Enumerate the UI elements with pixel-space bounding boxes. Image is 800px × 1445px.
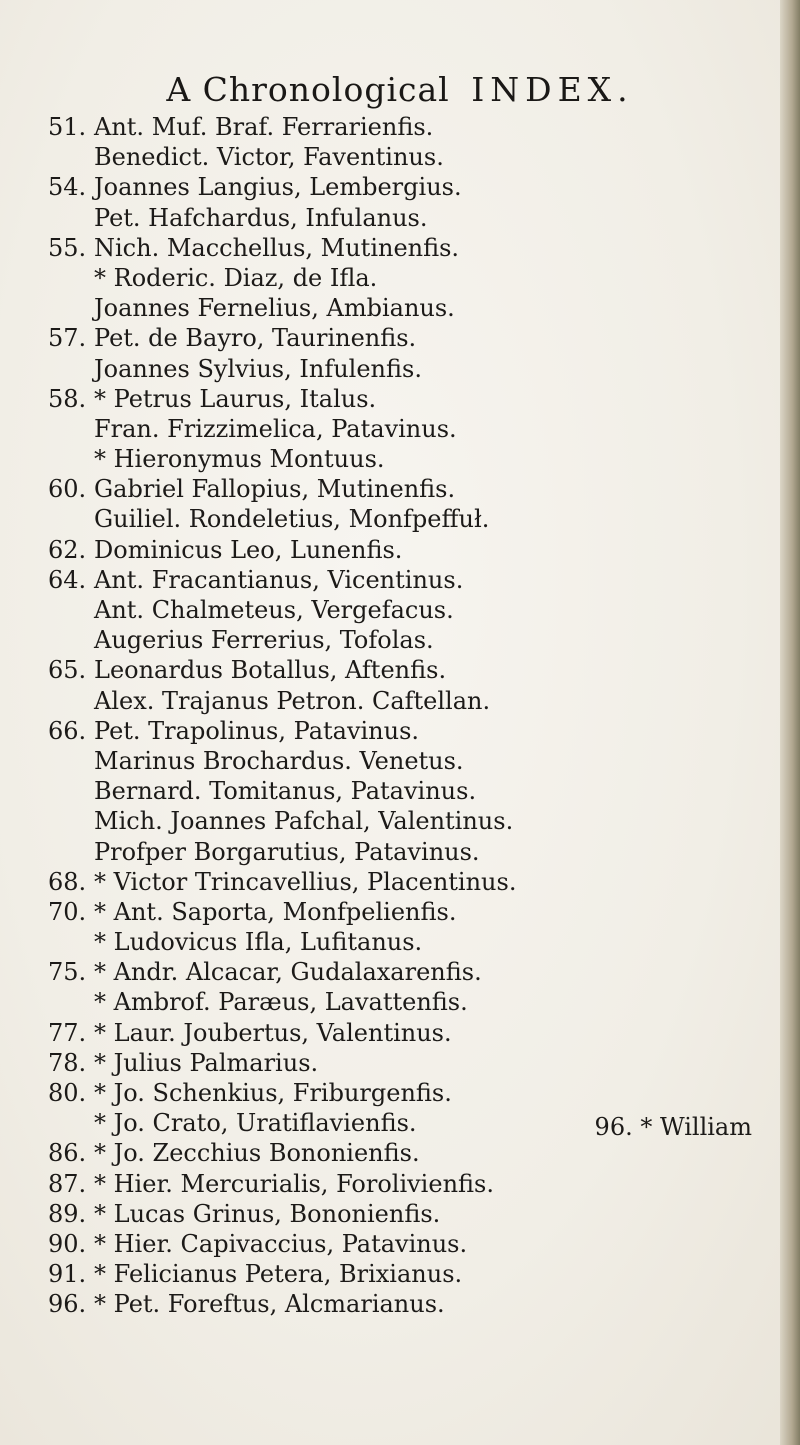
entry-year-number: 70. <box>48 897 87 926</box>
entry-name-text: Alex. Trajanus Petron. Caftellan. <box>94 686 491 715</box>
entry-name-text: * Andr. Alcacar, Gudalaxarenfis. <box>94 958 482 987</box>
entry-year-number: 54. <box>48 173 87 202</box>
index-entry <box>48 716 748 746</box>
index-entry <box>48 897 748 927</box>
entry-year-number: 62. <box>48 535 87 564</box>
entry-name-text: Pet. Hafchardus, Infulanus. <box>94 203 428 232</box>
entry-name-text: Joannes Sylvius, Infulenfis. <box>94 354 422 383</box>
entry-name-text: * Lucas Grinus, Bononienfis. <box>94 1199 441 1228</box>
index-entry <box>48 837 748 867</box>
index-entry <box>48 504 748 534</box>
index-entry <box>48 263 748 293</box>
index-entry <box>48 957 748 987</box>
entry-name-text: Gabriel Fallopius, Mutinenfis. <box>94 475 456 504</box>
entry-year-number: 89. <box>48 1199 87 1228</box>
entry-year-number: 57. <box>48 324 87 353</box>
entry-year-number: 64. <box>48 565 87 594</box>
running-head-left: A Chronological <box>166 70 450 109</box>
entry-name-text: * Pet. Foreftus, Alcmarianus. <box>94 1290 445 1319</box>
index-entry <box>48 686 748 716</box>
running-head <box>0 70 800 109</box>
page-edge-shadow <box>780 0 800 1445</box>
entry-year-number: 87. <box>48 1169 87 1198</box>
index-entry <box>48 746 748 776</box>
index-entry <box>48 323 748 353</box>
index-entry <box>48 142 748 172</box>
entry-year-number: 66. <box>48 716 87 745</box>
entry-name-text: * Petrus Laurus, Italus. <box>94 384 377 413</box>
entry-name-text: * Jo. Crato, Uratiflavienfis. <box>94 1109 417 1138</box>
entry-name-text: * Hieronymus Montuus. <box>94 445 385 474</box>
entry-name-text: Benedict. Victor, Faventinus. <box>94 143 444 172</box>
entry-year-number: 77. <box>48 1018 87 1047</box>
entry-name-text: * Hier. Mercurialis, Forolivienfis. <box>94 1169 494 1198</box>
entry-name-text: * Ludovicus Ifla, Lufitanus. <box>94 928 423 957</box>
entry-name-text: * Ambrof. Paræus, Lavattenfis. <box>94 988 468 1017</box>
index-entry <box>48 655 748 685</box>
index-entry <box>48 444 748 474</box>
index-entry <box>48 293 748 323</box>
index-entry <box>48 354 748 384</box>
index-entry <box>48 987 748 1017</box>
index-entry <box>48 595 748 625</box>
index-entry <box>48 867 748 897</box>
index-entry <box>48 112 748 142</box>
entry-name-text: * Felicianus Petera, Brixianus. <box>94 1260 463 1289</box>
index-entry <box>48 1199 748 1229</box>
entry-name-text: Augerius Ferrerius, Tofolas. <box>94 626 434 655</box>
index-entry <box>48 1138 748 1168</box>
entry-name-text: Pet. Trapolinus, Patavinus. <box>94 716 420 745</box>
index-entry <box>48 474 748 504</box>
entry-name-text: * Victor Trincavellius, Placentinus. <box>94 867 517 896</box>
index-entry <box>48 1259 748 1289</box>
index-entry <box>48 1078 748 1108</box>
entry-name-text: Marinus Brochardus. Venetus. <box>94 746 464 775</box>
entry-year-number: 75. <box>48 958 87 987</box>
entry-name-text: Bernard. Tomitanus, Patavinus. <box>94 777 477 806</box>
index-entry <box>48 927 748 957</box>
entry-name-text: * Hier. Capivaccius, Patavinus. <box>94 1229 468 1258</box>
entry-name-text: Ant. Fracantianus, Vicentinus. <box>94 565 464 594</box>
entry-name-text: Fran. Frizzimelica, Patavinus. <box>94 414 457 443</box>
entry-name-text: Ant. Chalmeteus, Vergefacus. <box>94 596 454 624</box>
entry-name-text: * Ant. Saporta, Monfpelienfis. <box>94 897 457 926</box>
index-entry <box>48 565 748 595</box>
index-entry <box>48 1229 748 1259</box>
index-entry <box>48 625 748 655</box>
index-entry <box>48 414 748 444</box>
entry-year-number: 58. <box>48 384 87 413</box>
entry-name-text: Joannes Fernelius, Ambianus. <box>94 294 455 323</box>
index-entry <box>48 1018 748 1048</box>
entry-year-number: 90. <box>48 1229 87 1258</box>
entry-name-text: * Jo. Schenkius, Friburgenfis. <box>94 1079 452 1107</box>
entry-name-text: Profper Borgarutius, Patavinus. <box>94 837 480 866</box>
entry-year-number: 86. <box>48 1139 87 1168</box>
entry-year-number: 78. <box>48 1048 87 1077</box>
entry-name-text: Leonardus Botallus, Aftenfis. <box>94 656 447 685</box>
entry-year-number: 60. <box>48 475 87 504</box>
entry-name-text: * Julius Palmarius. <box>94 1048 319 1077</box>
index-entry <box>48 776 748 806</box>
entry-name-text: * Laur. Joubertus, Valentinus. <box>94 1018 452 1047</box>
index-entry <box>48 535 748 565</box>
entry-year-number: 80. <box>48 1079 87 1107</box>
running-head-right: INDEX. <box>471 70 634 109</box>
index-entry <box>48 1169 748 1199</box>
index-entry <box>48 233 748 263</box>
index-entry <box>48 384 748 414</box>
index-entry <box>48 172 748 202</box>
entry-name-text: Dominicus Leo, Lunenfis. <box>94 535 403 564</box>
entry-year-number: 51. <box>48 113 87 141</box>
entry-name-text: Ant. Muf. Braf. Ferrarienfis. <box>94 113 434 141</box>
entry-name-text: Guiliel. Rondeletius, Monfpeffuł. <box>94 505 490 534</box>
entry-name-text: * Jo. Zecchius Bononienfis. <box>94 1139 420 1168</box>
index-entry <box>48 1048 748 1078</box>
entry-year-number: 96. <box>48 1290 87 1319</box>
entry-year-number: 68. <box>48 867 87 896</box>
entry-year-number: 91. <box>48 1260 87 1289</box>
index-entry <box>48 806 748 836</box>
entry-year-number: 55. <box>48 233 87 262</box>
entry-name-text: * Roderic. Diaz, de Ifla. <box>94 263 378 292</box>
entry-name-text: Pet. de Bayro, Taurinenfis. <box>94 324 417 353</box>
index-entry <box>48 1289 748 1319</box>
index-entry <box>48 203 748 233</box>
entry-year-number: 65. <box>48 656 87 685</box>
entry-name-text: Nich. Macchellus, Mutinenfis. <box>94 233 460 262</box>
catchword: 96. * William <box>594 1113 752 1141</box>
entry-name-text: Mich. Joannes Pafchal, Valentinus. <box>94 807 514 836</box>
entry-name-text: Joannes Langius, Lembergius. <box>94 173 462 202</box>
